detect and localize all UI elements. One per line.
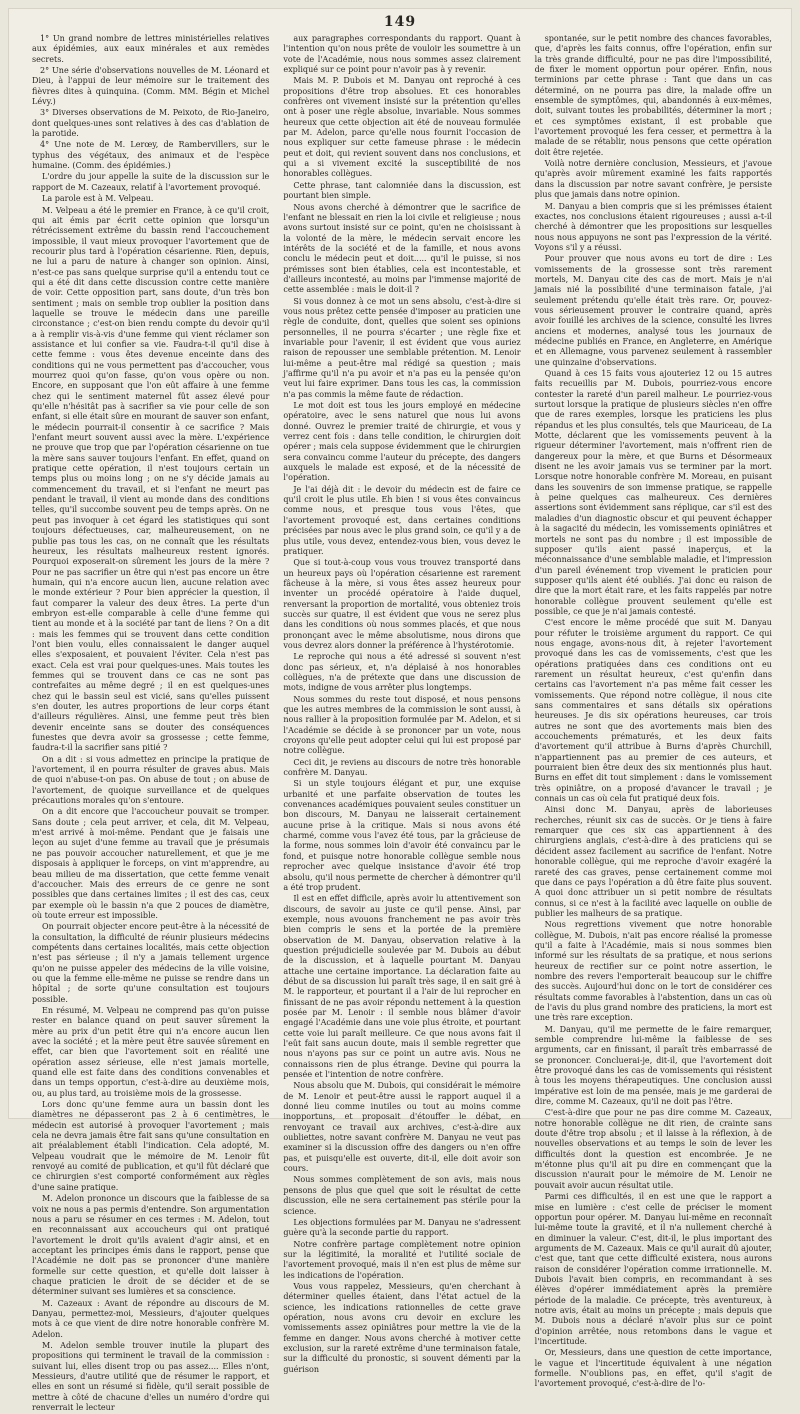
paragraph: Les objections formulées par M. Danyau ne s'adressent guère qu'à la seconde partie du rapport. bbox=[283, 1217, 521, 1238]
paragraph: En résumé, M. Velpeau ne comprend pas qu'on puisse rester en balance quand on peut sauver sûrement la mère au prix d'un petit être qui n'a encore aucun lien avec la société ; et la mère peut être sauvée sûrement en effet, car bien que l'avortement soit en réalité une opération assez sérieuse, elle n'est jamais mortelle, quand elle est faite dans des conditions convenables et dans un temps opportun, c'est-à-dire au deuxième mois, ou, au plus tard, au troisième mois de la grossesse. bbox=[32, 1005, 270, 1098]
paragraph: Nous absolu que M. Dubois, qui considérait le mémoire de M. Lenoir et peut-être aussi le rapport auquel il a donné lieu comme inutiles ou tout au moins comme inopportuns, et proposait d'étouffer le débat, en renvoyant ce travail aux archives, c'est-à-dire aux oubliettes, notre savant confrère M. Danyau ne veut pas examiner si la discussion offre des dangers ou n'en offre pas, et puisqu'elle est ouverte, dit-il, elle doit avoir son cours. bbox=[283, 1081, 521, 1174]
paragraph: C'est encore le même procédé que suit M. Danyau pour réfuter le troisième argument du rapport. Ce qui nous engage, avons-nous dit, à rejeter l'avortement provoqué dans les cas de vomissements, c'est que les opérations pratiquées dans ces conditions ont eu rarement un résultat heureux, c'est qu'enfin dans certains cas l'avortement n'a pas même fait cesser les vomissements. Que répond notre collègue, il nous cite sans commentaires et sans détails six opérations heureuses. Je dis six opérations heureuses, car trois autres ne sont que des avortements mais bien des accouchements prématurés, et les deux faits d'avortement qu'il attribue à Burns d'après Churchill, n'appartiennent pas au premier de ces auteurs, et pourraient bien être deux des six mentionnés plus haut. Burns en effet dit tout simplement : dans le vomissement très opiniâtre, on a proposé d'avancer le travail ; je connais un cas où cela fut pratiqué deux fois. bbox=[534, 618, 772, 804]
paragraph: M. Adelon semble trouver inutile la plupart des propositions qui terminent le travail de la commission : suivant lui, elles disent trop ou pas assez.... Elles n'ont, Messieurs, d'autre utilité que de résumer le rapport, et elles en sont un résumé si fidèle, qu'il serait possible de mettre à côté de chacune d'elles un numéro d'ordre qui renverrait le lecteur bbox=[32, 1340, 270, 1413]
paragraph: Vous vous rappelez, Messieurs, qu'en cherchant à déterminer quelles étaient, dans l'état actuel de la science, les indications rationnelles de cette grave opération, nous avons cru devoir en exclure les vomissements assez opiniâtres pour mettre la vie de la femme en danger. Nous avons cherché à motiver cette exclusion, sur la rareté extrême d'une terminaison fatale, sur la difficulté du pronostic, si souvent démenti par la guérison bbox=[283, 1281, 521, 1374]
paragraph: Nous sommes complètement de son avis, mais nous pensons de plus que quel que soit le résultat de cette discussion, elle ne sera certainement pas stérile pour la science. bbox=[283, 1175, 521, 1216]
page-number: 149 bbox=[383, 14, 417, 30]
paragraph: Mais M. P. Dubois et M. Danyau ont reproché à ces propositions d'être trop absolues. Et ces honorables confrères ont vivement insisté sur la prétention qu'elles ont à poser une règle absolue, invariable. Nous sommes heureux que cette objection ait été de nouveau formulée par M. Adelon, parce qu'elle nous fournit l'occasion de nous expliquer sur cette fameuse phrase : le médecin peut et doit, qui revient souvent dans nos conclusions, et qui a si vivement excité la susceptibilité de nos honorables collègues. bbox=[283, 76, 521, 179]
column-middle bbox=[283, 34, 520, 1414]
paragraph: Que si tout-à-coup vous vous trouvez transporté dans un heureux pays où l'opération césarienne est rarement fâcheuse à la mère, si vous êtes assez heureux pour inventer un procédé opératoire à l'aide duquel, renversant la proportion de mortalité, vous obteniez trois succès sur quatre, il est évident que vous ne serez plus dans les conditions où nous sommes placés, et que nous prononçant avec le même absolutisme, nous dirons que vous devrez alors donner la préférence à l'hystérotomie. bbox=[283, 558, 521, 650]
paragraph: M. Danyau, qu'il me permette de le faire remarquer, semble comprendre lui-même la faiblesse de ses arguments, car en finissant, il paraît très embarrassé de se prononcer. Concluerai-je, dit-il, que l'avortement doit être provoqué dans les cas de vomissements qui résistent à tous les moyens thérapeutiques. Une conclusion aussi impérative est loin de ma pensée, mais je me garderai de dire, comme M. Cazeaux, qu'il ne doit pas l'être. bbox=[534, 1024, 772, 1107]
paragraph: 1° Un grand nombre de lettres ministérielles relatives aux épidémies, aux eaux minérales et aux remèdes secrets. bbox=[32, 34, 270, 64]
paragraph: La parole est à M. Velpeau. bbox=[42, 194, 154, 204]
paragraph: Le mot doit est tous les jours employé en médecine opératoire, avec le sens naturel que nous lui avons donné. Ouvrez le premier traité de chirurgie, et vous y verrez cent fois : dans telle condition, le chirurgien doit opérer ; mais cela suppose évidemment que le chirurgien sera convaincu comme l'auteur du précepte, des dangers auxquels le malade est exposé, et de la nécessité de l'opération. bbox=[283, 401, 521, 483]
paragraph: Ainsi donc M. Danyau, après de laborieuses recherches, réunit six cas de succès. Or je tiens à faire remarquer que ces six cas appartiennent à des chirurgiens anglais, c'est-à-dire à des praticiens qui se décident assez facilement au sacrifice de l'enfant. Notre honorable collègue, qui me reproche d'avoir exagéré la rareté des cas graves, pense certainement comme moi que dans ce pays l'opération a dû être faite plus souvent. A quoi donc attribuer un si petit nombre de résultats connus, si ce n'est à la facilité avec laquelle on oublie de publier les malheurs de sa pratique. bbox=[534, 805, 772, 918]
paragraph: spontanée, sur le petit nombre des chances favorables, que, d'après les faits connus, offre l'opération, enfin sur la très grande difficulté, pour ne pas dire l'impossibilité, de fixer le moment opportun pour opérer. Enfin, nous terminions par cette phrase : Tant que dans un cas déterminé, on ne pourra pas dire, la malade offre un ensemble de symptômes, qui, abandonnés à eux-mêmes, doit, suivant toutes les probabilités, déterminer la mort ; et ces symptômes existant, il est probable que l'avortement provoqué les fera cesser, et permettra à la malade de se rétablir, nous pensons que cette opération doit être rejetée. bbox=[534, 34, 772, 157]
paragraph: Le reproche qui nous a été adressé si souvent n'est donc pas sérieux, et, n'a déplaisé à nos honorables collègues, n'a de prétexte que dans une discussion de mots, indigne de vous arrêter plus longtemps. bbox=[283, 652, 521, 693]
paragraph: Pour prouver que nous avons eu tort de dire : Les vomissements de la grossesse sont très rarement mortels, M. Danyau cite des cas de mort. Mais je n'ai jamais nié la possibilité d'une terminaison fatale, j'ai seulement prétendu qu'elle était très rare. Or, pouvez-vous sérieusement prouver le contraire quand, après avoir fouillé les archives de la science, consulté les livres anciens et modernes, analysé tous les journaux de médecine publiés en France, en Angleterre, en Amérique et en Allemagne, vous parvenez seulement à rassembler une quinzaine d'observations. bbox=[534, 254, 772, 367]
paragraph: 4° Une note de M. Lerœy, de Rambervillers, sur le typhus des végétaux, des animaux et de l'espèce humaine. (Comm. des épidémies.) bbox=[32, 140, 270, 171]
paragraph: Quand à ces 15 faits vous ajouteriez 12 ou 15 autres faits recueillis par M. Dubois, pourriez-vous encore contester la rareté d'un pareil malheur. Le pourriez-vous surtout lorsque la pratique de plusieurs siècles n'en offre que de rares exemples, lorsque les praticiens les plus répandus et les plus consultés, tels que Mauriceau, de La Motte, déclarent que les vomissements peuvent à la rigueur déterminer l'avortement, mais n'offrent rien de dangereux pour la mère, et que Burns et Désormeaux disent ne les avoir jamais vus se terminer par la mort. Lorsque notre honorable confrère M. Moreau, en puisant dans les souvenirs de son immense pratique, se rappelle à peine quelques cas malheureux. Ces dernières assertions sont évidemment sans réplique, car s'il est des maladies d'un diagnostic obscur et qui peuvent échapper à la sagacité du médecin, les vomissements opiniâtres et mortels ne sont pas du nombre ; il est impossible de supposer qu'ils aient passé inaperçus, et la méconnaissance d'une semblable maladie, et l'impression d'un pareil événement trop vivement le praticien pour supposer qu'ils aient été oubliés. J'ai donc eu raison de dire que la mort était rare, et les faits rappelés par notre honorable collègue prouvent seulement qu'elle est possible, ce que je n'ai jamais contesté. bbox=[534, 369, 772, 616]
column-left bbox=[32, 34, 269, 1414]
paragraph: On a dit : si vous admettez en principe la pratique de l'avortement, il en pourra résulter de graves abus. Mais de quoi n'abuse-t-on pas. On abuse de tout ; on abuse de l'avortement, de quoique surveillance et de quelques précautions morales qu'on s'entoure. bbox=[32, 754, 270, 806]
paragraph: M. Velpeau a été le premier en France, à ce qu'il croit, qui ait émis par écrit cette opinion que lorsqu'un rétrécissement extrême du bassin rend l'accouchement impossible, il vaut mieux provoquer l'avortement que de recourir plus tard à l'opération césarienne. Rien, depuis, ne lui a paru de nature à changer son opinion. Ainsi, n'est-ce pas sans quelque surprise qu'il a entendu tout ce qui a été dit dans cette discussion contre cette manière de voir. Cette opposition part, sans doute, d'un très bon sentiment ; mais on semble trop oublier la position dans laquelle se trouve le médecin dans une pareille circonstance ; c'est-on bien rendu compte du devoir qu'il a à remplir vis-à-vis d'une femme qui vient réclamer son assistance et lui confier sa vie. Faudra-t-il qu'il dise à cette femme : vous êtes devenue enceinte dans des conditions qui ne vous permettent pas d'accoucher, vous mourrez quoi qu'on fasse, qu'on vous opère ou non. Encore, en supposant que l'on eût affaire à une femme chez qui le sentiment maternel fût assez élevé pour qu'elle n'hésitât pas à sacrifier sa vie pour celle de son enfant, si elle était sûre en mourant de sauver son enfant, le médecin pourrait-il consentir à ce sacrifice ? Mais l'enfant meurt souvent aussi avec la mère. L'expérience ne prouve que trop que par l'opération césarienne on tue la mère sans sauver toujours l'enfant. En effet, quand on pratique cette opération, il n'est toujours certain un temps plus ou moins long ; on ne s'y décide jamais au commencement du travail, et si l'enfant ne meurt pas pendant le travail, il vient au monde dans des conditions telles, qu'il succombe souvent peu de temps après. On ne peut pas invoquer à cet égard les statistiques qui sont toujours défectueuses, car, malheureusement, on ne publie pas tous les cas, on ne connaît que les résultats heureux, les résultats malheureux restent ignorés. Pourquoi exposerait-on sûrement les jours de la mère ? Pour ne pas sacrifier un être qui n'est pas encore un être humain, qui n'a encore aucun lien, aucune relation avec le monde extérieur ? Pour bien apprécier la question, il faut comparer la valeur des deux êtres. La perte d'un embryon est-elle comparable à celle d'une femme qui tient au monde et à la société par tant de liens ? On a dit : mais les femmes qui se trouvent dans cette condition l'ont bien voulu, elles connaissaient le danger auquel elles s'exposaient, et pouvaient l'éviter. Cela n'est pas exact. Cela est vrai pour quelques-unes. Mais toutes les femmes qui se trouvent dans ce cas ne sont pas contrefaites au même degré ; il en est quelques-unes chez qui le bassin seul est vicié, sans qu'elles puissent s'en douter, les autres proportions de leur corps étant d'ailleurs régulières. Ainsi, une femme peut très bien devenir enceinte sans se douter des conséquences funestes que devra avoir sa grossesse ; cette femme, faudra-t-il la sacrifier sans pitié ? bbox=[32, 205, 270, 753]
paragraph: Si un style toujours élégant et pur, une exquise urbanité et une parfaite observation de toutes les convenances académiques pouvaient seules constituer un bon discours, M. Danyau ne laisserait certainement aucune prise à la critique. Mais si nous avons été charmé, comme vous l'avez été tous, par la grâcieuse de la forme, nous sommes loin d'avoir été convaincu par le fond, et puisque notre honorable collègue semble nous reprocher avec quelque insistance d'avoir été trop absolu, qu'il nous permette de chercher à démontrer qu'il a été trop prudent. bbox=[283, 779, 521, 892]
text-columns bbox=[32, 34, 772, 1413]
paragraph: On pourrait objecter encore peut-être à la nécessité de la consultation, la difficulté de réunir plusieurs médecins compétents dans certaines localités, mais cette objection n'est pas sérieuse ; il n'y a jamais tellement urgence qu'on ne puisse appeler des médecins de la ville voisine, ou que la femme elle-même ne puisse se rendre dans un hôpital ; de sorte qu'une consultation est toujours possible. bbox=[32, 922, 270, 1004]
paragraph: Cette phrase, tant calomniée dans la discussion, est pourtant bien simple. bbox=[283, 180, 521, 201]
paragraph: L'ordre du jour appelle la suite de la discussion sur le rapport de M. Cazeaux, relatif à l'avortement provoqué. bbox=[32, 172, 270, 192]
paragraph: aux paragraphes correspondants du rapport. Quant à l'intention qu'on nous prête de vouloir les soumettre à un vote de l'Académie, nous nous sommes assez clairement expliqué sur ce point pour n'avoir pas à y revenir. bbox=[283, 34, 521, 75]
paragraph: Or, Messieurs, dans une question de cette importance, le vague et l'incertitude équivalent à une négation formelle. N'oublions pas, en effet, qu'il s'agit de l'avortement provoqué, c'est-à-dire de l'o- bbox=[534, 1348, 772, 1389]
paragraph: On a dit encore que l'accoucheur pouvait se tromper. Sans doute ; cela peut arriver, et cela, dit M. Velpeau, m'est arrivé à moi-même. Pendant que je faisais une leçon au sujet d'une femme au travail que je présumais ne pas pouvoir accoucher naturellement, et que je me disposais à appliquer le forceps, on vint m'apprendre, au beau milieu de ma dissertation, que cette femme venait d'accoucher. Mais des erreurs de ce genre ne sont possibles que dans certaines limites ; il est des cas, ceux par exemple où le bassin n'a que 2 pouces de diamètre, où toute erreur est impossible. bbox=[32, 807, 270, 920]
paragraph: Nous avons cherché à démontrer que le sacrifice de l'enfant ne blessait en rien la loi civile et religieuse ; nous avons surtout insisté sur ce point, qu'en ne choisissant à la volonté de la mère, le médecin servait encore les intérêts de la société et de la famille, et nous avons conclu le médecin peut et doit..... qu'il le puisse, si nos prémisses sont bien établies, cela est incontestable, et d'ailleurs incontesté, au moins par l'immense majorité de cette assemblée : mais le doit-il ? bbox=[283, 202, 521, 295]
paragraph: Nous sommes du reste tout disposé, et nous pensons que les autres membres de la commission le sont aussi, à nous rallier à la proposition formulée par M. Adelon, et si l'Académie se décide à se prononcer par un vote, nous croyons qu'elle peut adopter celui qui lui est proposé par notre collègue. bbox=[283, 694, 521, 756]
paragraph: Je l'ai déjà dit : le devoir du médecin est de faire ce qu'il croit le plus utile. Eh bien ! si vous êtes convaincus comme nous, et presque tous vous l'êtes, que l'avortement provoqué est, dans certaines conditions précisées par nous avec le plus grand soin, ce qu'il y a de plus utile, vous devez, entendez-vous bien, vous devez le pratiquer. bbox=[283, 484, 521, 556]
paragraph: C'est-à-dire que pour ne pas dire comme M. Cazeaux, notre honorable collègue ne dit rien, de crainte sans doute d'être trop absolu ; et il laisse à la réflexion, à de nouvelles observations et au temps le soin de lever les difficultés dont la question est encombrée. Je ne m'étonne plus qu'il ait pu dire en commençant que la discussion n'aurait pour le mémoire de M. Lenoir ne pouvait avoir aucun résultat utile. bbox=[534, 1108, 772, 1190]
paragraph: Il est en effet difficile, après avoir lu attentivement son discours, de savoir au juste ce qu'il pense. Ainsi, par exemple, nous avouons franchement ne pas avoir très bien compris le sens et la portée de la première observation de M. Danyau, observation relative à la question préjudicielle soulevée par M. Dubois au début de la discussion, et à laquelle pourtant M. Danyau attache une certaine importance. La déclaration faite au début de sa discussion lui paraît très sage, il en sait gré à M. le rapporteur, et pourtant il a l'air de lui reprocher en finissant de ne pas avoir répondu nettement à la question posée par M. Lenoir : il semble nous blâmer d'avoir engagé l'Académie dans une voie plus étroite, et pourtant cette voie lui paraît meilleure. Ce que nous avons fait il l'eût fait sans aucun doute, mais il semble regretter que nous n'ayons pas sur ce point un autre avis. Nous ne connaissons rien de plus étrange. Devine qui pourra la pensée et l'intention de notre confrère. bbox=[283, 894, 521, 1080]
paragraph: Nous regrettions vivement que notre honorable collègue, M. Dubois, n'ait pas encore réalisé la promesse qu'il a faite à l'Académie, mais si nous sommes bien informé sur les résultats de sa pratique, et nous serions heureux de rectifier sur ce point notre assertion, le nombre des revers l'emporterait beaucoup sur le chiffre des succès. Aujourd'hui donc on le tort de considérer ces résultats comme favorables à l'abstention, dans un cas où de l'avis du plus grand nombre des praticiens, la mort est une très rare exception. bbox=[534, 920, 772, 1023]
newspaper-page bbox=[8, 8, 792, 1413]
paragraph: M. Adelon prononce un discours que la faiblesse de sa voix ne nous a pas permis d'entendre. Son argumentation nous a paru se résumer en ces termes : M. Adelon, tout en reconnaissant aux accoucheurs qui ont pratiqué l'avortement le droit qu'ils avaient d'agir ainsi, et en acceptant les principes émis dans le rapport, pense que l'Académie ne doit pas se prononcer d'une manière formelle sur cette question, et qu'elle doit laisser à chaque praticien le droit de se décider et de se déterminer suivant ses lumières et sa conscience. bbox=[32, 1194, 270, 1297]
paragraph: M. Danyau a bien compris que si les prémisses étaient exactes, nos conclusions étaient rigoureuses ; aussi a-t-il cherché à démontrer que les propositions sur lesquelles nous nous appuyons ne sont pas l'expression de la vérité. Voyons s'il y a réussi. bbox=[534, 201, 772, 252]
paragraph: Si vous donnez à ce mot un sens absolu, c'est-à-dire si vous nous prêtez cette pensée d'imposer au praticien une règle de conduite, dont, quelles que soient ses opinions personnelles, il ne pourra s'écarter ; une règle fixe et invariable pour l'avenir, il est évident que vous auriez raison de repousser une semblable prétention. M. Lenoir lui-même a peut-être mal rédigé sa question ; mais j'affirme qu'il n'a pu avoir et n'a pas eu la pensée qu'on veut lui faire exprimer. Dans tous les cas, la commission n'a pas commis la même faute de rédaction. bbox=[283, 296, 521, 399]
paragraph: 3° Diverses observations de M. Peixoto, de Rio-Janeiro, dont quelques-unes sont relatives à des cas d'ablation de la parotide. bbox=[32, 108, 270, 139]
paragraph: Voilà notre dernière conclusion, Messieurs, et j'avoue qu'après avoir mûrement examiné les faits rapportés dans la discussion par notre savant confrère, je persiste plus que jamais dans notre opinion. bbox=[534, 159, 772, 200]
paragraph: Parmi ces difficultés, il en est une que le rapport a mise en lumière : c'est celle de préciser le moment opportun pour opérer. M. Danyau lui-même en reconnaît lui-même toute la gravité, et il n'a nullement cherché à en diminuer la valeur. C'est, dit-il, le plus important des arguments de M. Cazeaux. Mais ce qu'il aurait dû ajouter, c'est que, tant que cette difficulté existera, nous aurons raison de considérer l'opération comme irrationnelle. M. Dubois l'avait bien compris, en recommandant à ses élèves d'opérer immédiatement après la première période de la maladie. Ce précepte, très aventureux, à notre avis, était au moins un précepte ; mais depuis que M. Dubois nous a déclaré n'avoir plus sur ce point d'opinion arrêtée, nous retombons dans le vague et l'incertitude. bbox=[534, 1192, 772, 1346]
paragraph: Ceci dit, je reviens au discours de notre très honorable confrère M. Danyau. bbox=[283, 757, 521, 778]
paragraph: 2° Une série d'observations nouvelles de M. Léonard et Dieu, à l'appui de leur mémoire sur le traitement des fièvres dites à quinquina. (Comm. MM. Bégin et Michel Lévy.) bbox=[32, 66, 270, 107]
paragraph: Notre confrère partage complètement notre opinion sur la légitimité, la moralité et l'utilité sociale de l'avortement provoqué, mais il n'en est plus de même sur les indications de l'opération. bbox=[283, 1239, 521, 1280]
paragraph: Lors donc qu'une femme aura un bassin dont les diamètres ne dépasseront pas 2 à 6 centimètres, le médecin est autorisé à provoquer l'avortement ; mais cela ne devra jamais être fait sans qu'une consultation en ait préalablement établi l'indication. Cela adopté, M. Velpeau voudrait que le mémoire de M. Lenoir fût renvoyé au comité de publication, et qu'il fût déclaré que ce chirurgien s'est comporté conformément aux règles d'une saine pratique. bbox=[32, 1100, 270, 1192]
paragraph: M. Cazeaux : Avant de répondre au discours de M. Danyau, permettez-moi, Messieurs, d'ajouter quelques mots à ce que vient de dire notre honorable confrère M. Adelon. bbox=[32, 1298, 270, 1339]
column-right bbox=[535, 34, 772, 1414]
